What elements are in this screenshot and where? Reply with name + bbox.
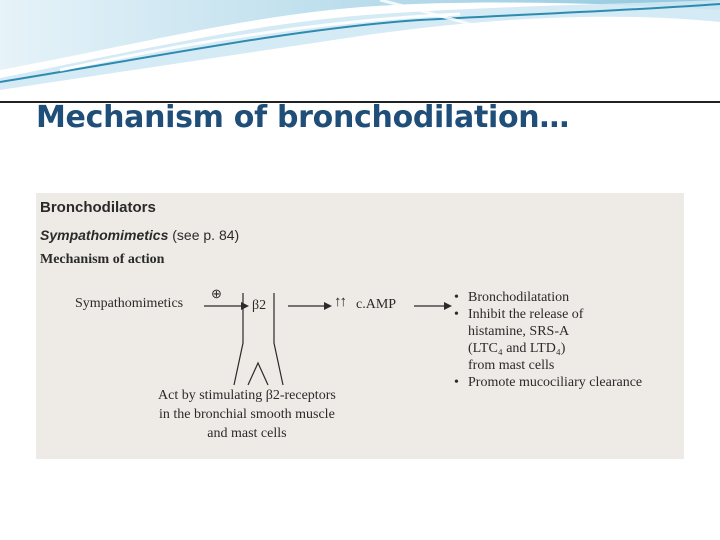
effect-item-continued: (LTC₄ and LTD₄): [468, 341, 566, 356]
subheading-drug-class: Sympathomimetics: [40, 227, 169, 243]
scanned-figure: [36, 193, 684, 459]
effect-item: • Promote mucociliary clearance: [454, 374, 642, 391]
effect-item-continued: from mast cells: [468, 358, 555, 373]
figure-heading: Bronchodilators: [40, 199, 156, 216]
camp-label: c.AMP: [356, 297, 397, 312]
effect-item: • Inhibit the release of: [454, 306, 642, 323]
stimulation-plus-icon: ⊕: [211, 286, 222, 301]
action-caption: [158, 386, 336, 443]
drug-label: Sympathomimetics: [75, 296, 184, 311]
increase-arrows-icon: ↑↑: [334, 294, 345, 310]
effects-list: [454, 289, 642, 391]
effect-item: • Bronchodilatation: [454, 289, 642, 306]
header-wave-banner: [0, 0, 720, 90]
action-line: and mast cells: [207, 426, 287, 441]
mechanism-label: Mechanism of action: [40, 252, 165, 267]
action-line: in the bronchial smooth muscle: [159, 407, 335, 422]
slide-title: Mechanism of bronchodilation…: [36, 100, 570, 135]
subheading-page-ref: (see p. 84): [168, 227, 240, 243]
beta2-receptor-label: β2: [252, 298, 267, 313]
receptor-right-stem: [274, 293, 283, 385]
action-line: Act by stimulating β2-receptors: [158, 388, 336, 403]
effect-item-continued: histamine, SRS-A: [468, 324, 570, 339]
receptor-center-notch: [248, 363, 268, 385]
